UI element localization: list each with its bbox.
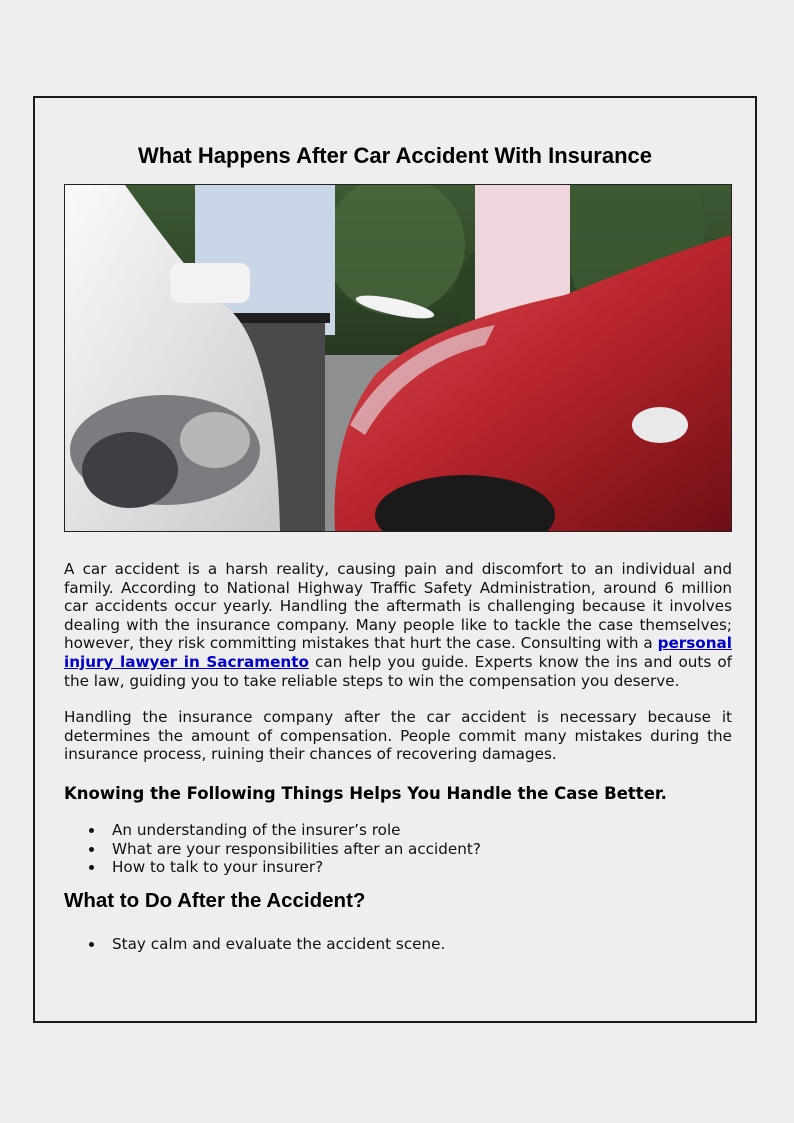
article-body [64, 560, 732, 953]
list-item: An understanding of the insurer’s role [112, 821, 732, 840]
list-item: Stay calm and evaluate the accident scene. [112, 935, 732, 954]
section2-heading: What to Do After the Accident? [64, 888, 366, 912]
second-paragraph: Handling the insurance company after the car accident is necessary because it determines the amount of compensation. People commit many mistakes during the insurance process, ruining their chances of recovering damages. [64, 708, 732, 764]
intro-text-before-link: A car accident is a harsh reality, causing pain and discomfort to an individual and family. According to National Highway Traffic Safety Administration, around 6 million car accidents occur yearly. Handling the aftermath is challenging because it involves dealing with the insurance company. Many people like to tackle the case themselves; however, they risk committing mistakes that hurt the case. Consulting with a [64, 560, 732, 653]
section1-heading: Knowing the Following Things Helps You Handle the Case Better. [64, 783, 667, 803]
car-accident-photo [64, 184, 732, 532]
list-item: How to talk to your insurer? [112, 858, 732, 877]
list-item: What are your responsibilities after an accident? [112, 840, 732, 859]
car-accident-illustration [65, 185, 731, 531]
document-frame [33, 96, 757, 1023]
sacramento-lawyer-link[interactable]: personal injury lawyer in Sacramento [64, 634, 732, 671]
section1-list [64, 821, 732, 877]
section2-list [64, 935, 732, 954]
page-title: What Happens After Car Accident With Insurance [137, 143, 653, 168]
intro-paragraph [64, 560, 732, 690]
intro-text-after-link: can help you guide. Experts know the ins and outs of the law, guiding you to take reliable steps to win the compensation you deserve. [64, 652, 732, 690]
